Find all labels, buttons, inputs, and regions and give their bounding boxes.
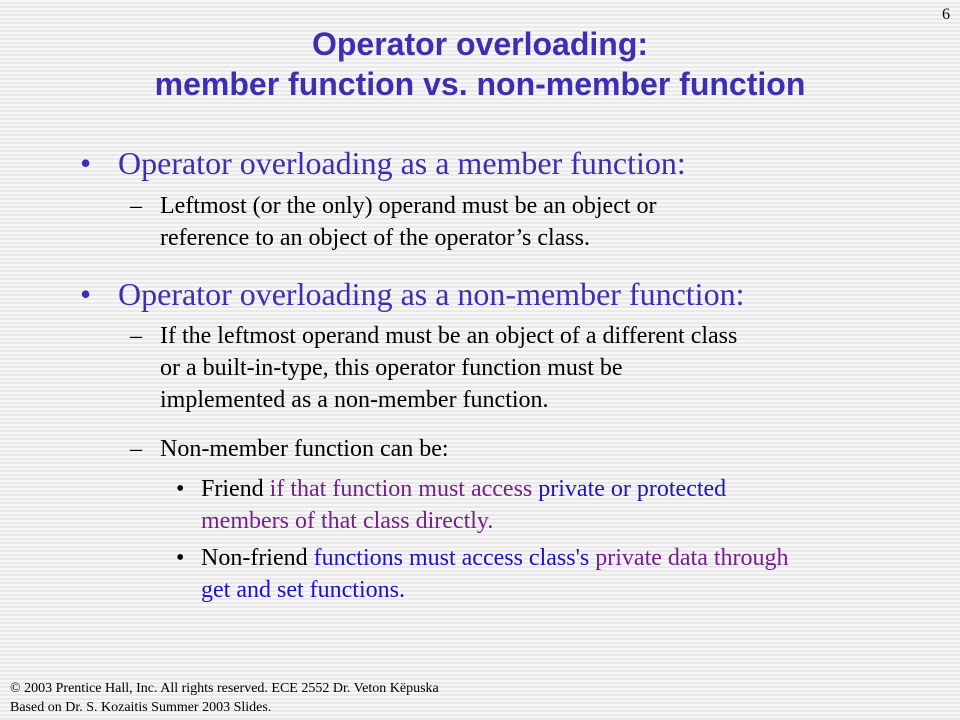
slide-title xyxy=(0,24,960,104)
item-line: get and set functions. xyxy=(201,577,405,603)
item-keywords: private data through xyxy=(595,545,789,571)
bullet-marker: • xyxy=(176,545,185,571)
sub-line: Non-member function can be: xyxy=(160,436,449,462)
page-number: 6 xyxy=(942,6,950,23)
item-line xyxy=(201,473,726,505)
sub-non-member-can-be xyxy=(130,433,449,465)
bullet-marker: • xyxy=(80,276,92,312)
slide-title-line2: member function vs. non-member function xyxy=(154,66,806,102)
bullet-text: Operator overloading as a non-member function: xyxy=(118,276,745,312)
copyright-icon: © xyxy=(10,681,21,696)
footer-line1: 2003 Prentice Hall, Inc. All rights reserved. ECE 2552 Dr. Veton Këpuska xyxy=(20,681,439,696)
sub-line: or a built-in-type, this operator function must be xyxy=(160,355,623,381)
term-friend: Friend xyxy=(201,476,264,502)
sub-leftmost-operand xyxy=(130,190,657,254)
term-non-friend: Non-friend xyxy=(201,545,308,571)
item-line: members of that class directly. xyxy=(201,508,494,534)
item-friend xyxy=(176,473,726,537)
bullet-marker: • xyxy=(80,145,92,181)
dash-marker: – xyxy=(130,323,142,349)
item-non-friend xyxy=(176,542,789,606)
bullet-non-member-function xyxy=(80,276,744,312)
footer-line2: Based on Dr. S. Kozaitis Summer 2003 Slides. xyxy=(10,700,272,715)
bullet-text: Operator overloading as a member function: xyxy=(118,145,686,181)
bullet-member-function xyxy=(80,145,686,181)
sub-line: reference to an object of the operator’s class. xyxy=(160,225,591,251)
dash-marker: – xyxy=(130,193,142,219)
bullet-marker: • xyxy=(176,476,185,502)
footer-copyright xyxy=(10,679,439,698)
sub-line: Leftmost (or the only) operand must be an object or xyxy=(160,193,657,219)
sub-line: implemented as a non-member function. xyxy=(160,387,549,413)
item-text: if that function must access xyxy=(269,476,533,502)
item-text: functions must access class's xyxy=(313,545,590,571)
footer xyxy=(10,679,439,717)
sub-different-class xyxy=(130,320,737,416)
slide-title-line1: Operator overloading: xyxy=(311,26,649,62)
sub-line: If the leftmost operand must be an object of a different class xyxy=(160,323,738,349)
item-keywords: private or protected xyxy=(538,476,727,502)
dash-marker: – xyxy=(130,436,142,462)
item-line xyxy=(201,542,789,574)
